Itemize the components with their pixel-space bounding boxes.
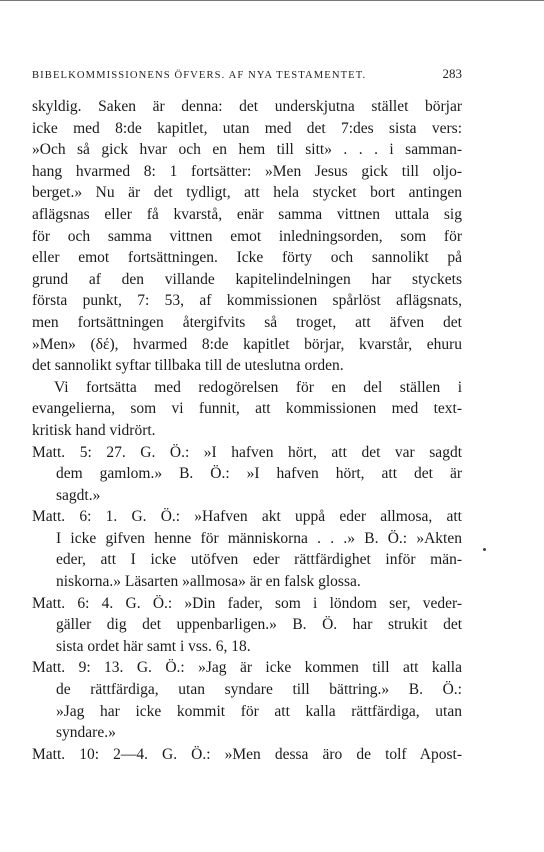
text-line: det sannolikt syftar tillbaka till de uteslutna orden. <box>32 357 344 375</box>
running-title: BIBELKOMMISSIONENS ÖFVERS. AF NYA TESTAMENTET. <box>32 70 367 81</box>
text-line: »Men» (δέ), hvarmed 8:de kapitlet börjar, kvarstår, ehuru <box>32 335 462 353</box>
verse-entry-line: sista ordet här samt i vss. 6, 18. <box>56 637 251 655</box>
text-line: Vi fortsätta med redogörelsen för en del ställen i <box>54 378 462 396</box>
text-line: evangelierna, som vi funnit, att kommissionen med text- <box>32 400 462 418</box>
verse-entry-line: I icke gifven henne för människorna . . .» B. Ö.: »Akten <box>56 529 462 547</box>
text-line: icke med 8:de kapitlet, utan med det 7:des sista vers: <box>32 119 462 137</box>
verse-entry-line: Matt. 10: 2—4. G. Ö.: »Men dessa äro de tolf Apost- <box>32 745 462 763</box>
verse-entry-line: Matt. 9: 13. G. Ö.: »Jag är icke kommen till att kalla <box>32 659 462 677</box>
verse-entry-line: de rättfärdiga, utan syndare till bättring.» B. Ö.: <box>56 681 462 699</box>
text-line: kritisk hand vidrört. <box>32 421 156 439</box>
text-line: eller emot fortsättningen. Icke förty och sannolikt på <box>32 249 462 267</box>
verse-entry-line: dem gamlom.» B. Ö.: »I hafven hört, att det är <box>56 465 462 483</box>
verse-entry-line: syndare.» <box>56 724 116 742</box>
body-text <box>32 96 462 765</box>
text-line: första punkt, 7: 53, af kommissionen spårlöst aflägsnats, <box>32 292 462 310</box>
verse-entry-line: gäller dig det uppenbarligen.» B. Ö. har strukit det <box>56 616 462 634</box>
verse-entry-line: Matt. 5: 27. G. Ö.: »I hafven hört, att det var sagdt <box>32 443 462 461</box>
verse-entry-line: »Jag har icke kommit för att kalla rättfärdiga, utan <box>56 702 462 720</box>
text-line: »Och så gick hvar och en hem till sitt» . . . i samman- <box>32 141 462 159</box>
verse-entry-line: sagdt.» <box>56 486 101 504</box>
text-line: aflägsnas eller få kvarstå, enär samma vittnen uttala sig <box>32 205 462 223</box>
ink-speck <box>483 548 486 551</box>
text-line: skyldig. Saken är denna: det underskjutna stället börjar <box>32 98 462 115</box>
text-line: men fortsättningen återgifvits så troget, att äfven det <box>32 313 462 331</box>
text-line: berget.» Nu är det tydligt, att hela stycket bort antingen <box>32 184 462 202</box>
page-number: 283 <box>442 66 462 81</box>
verse-entry-line: Matt. 6: 4. G. Ö.: »Din fader, som i löndom ser, veder- <box>32 594 462 612</box>
running-head <box>32 66 462 82</box>
text-line: grund af den villande kapitelindelningen har styckets <box>32 270 462 288</box>
book-page <box>32 66 462 765</box>
top-rule <box>0 0 544 1</box>
verse-entry-line: niskorna.» Läsarten »allmosa» är en falsk glossa. <box>56 573 361 591</box>
verse-entry-line: Matt. 6: 1. G. Ö.: »Hafven akt uppå eder allmosa, att <box>32 508 462 526</box>
text-line: hang hvarmed 8: 1 fortsätter: »Men Jesus gick till oljo- <box>32 162 462 180</box>
text-line: för och samma vittnen emot inledningsorden, som för <box>32 227 462 245</box>
verse-entry-line: eder, att I icke utöfven eder rättfärdighet inför män- <box>56 551 462 569</box>
